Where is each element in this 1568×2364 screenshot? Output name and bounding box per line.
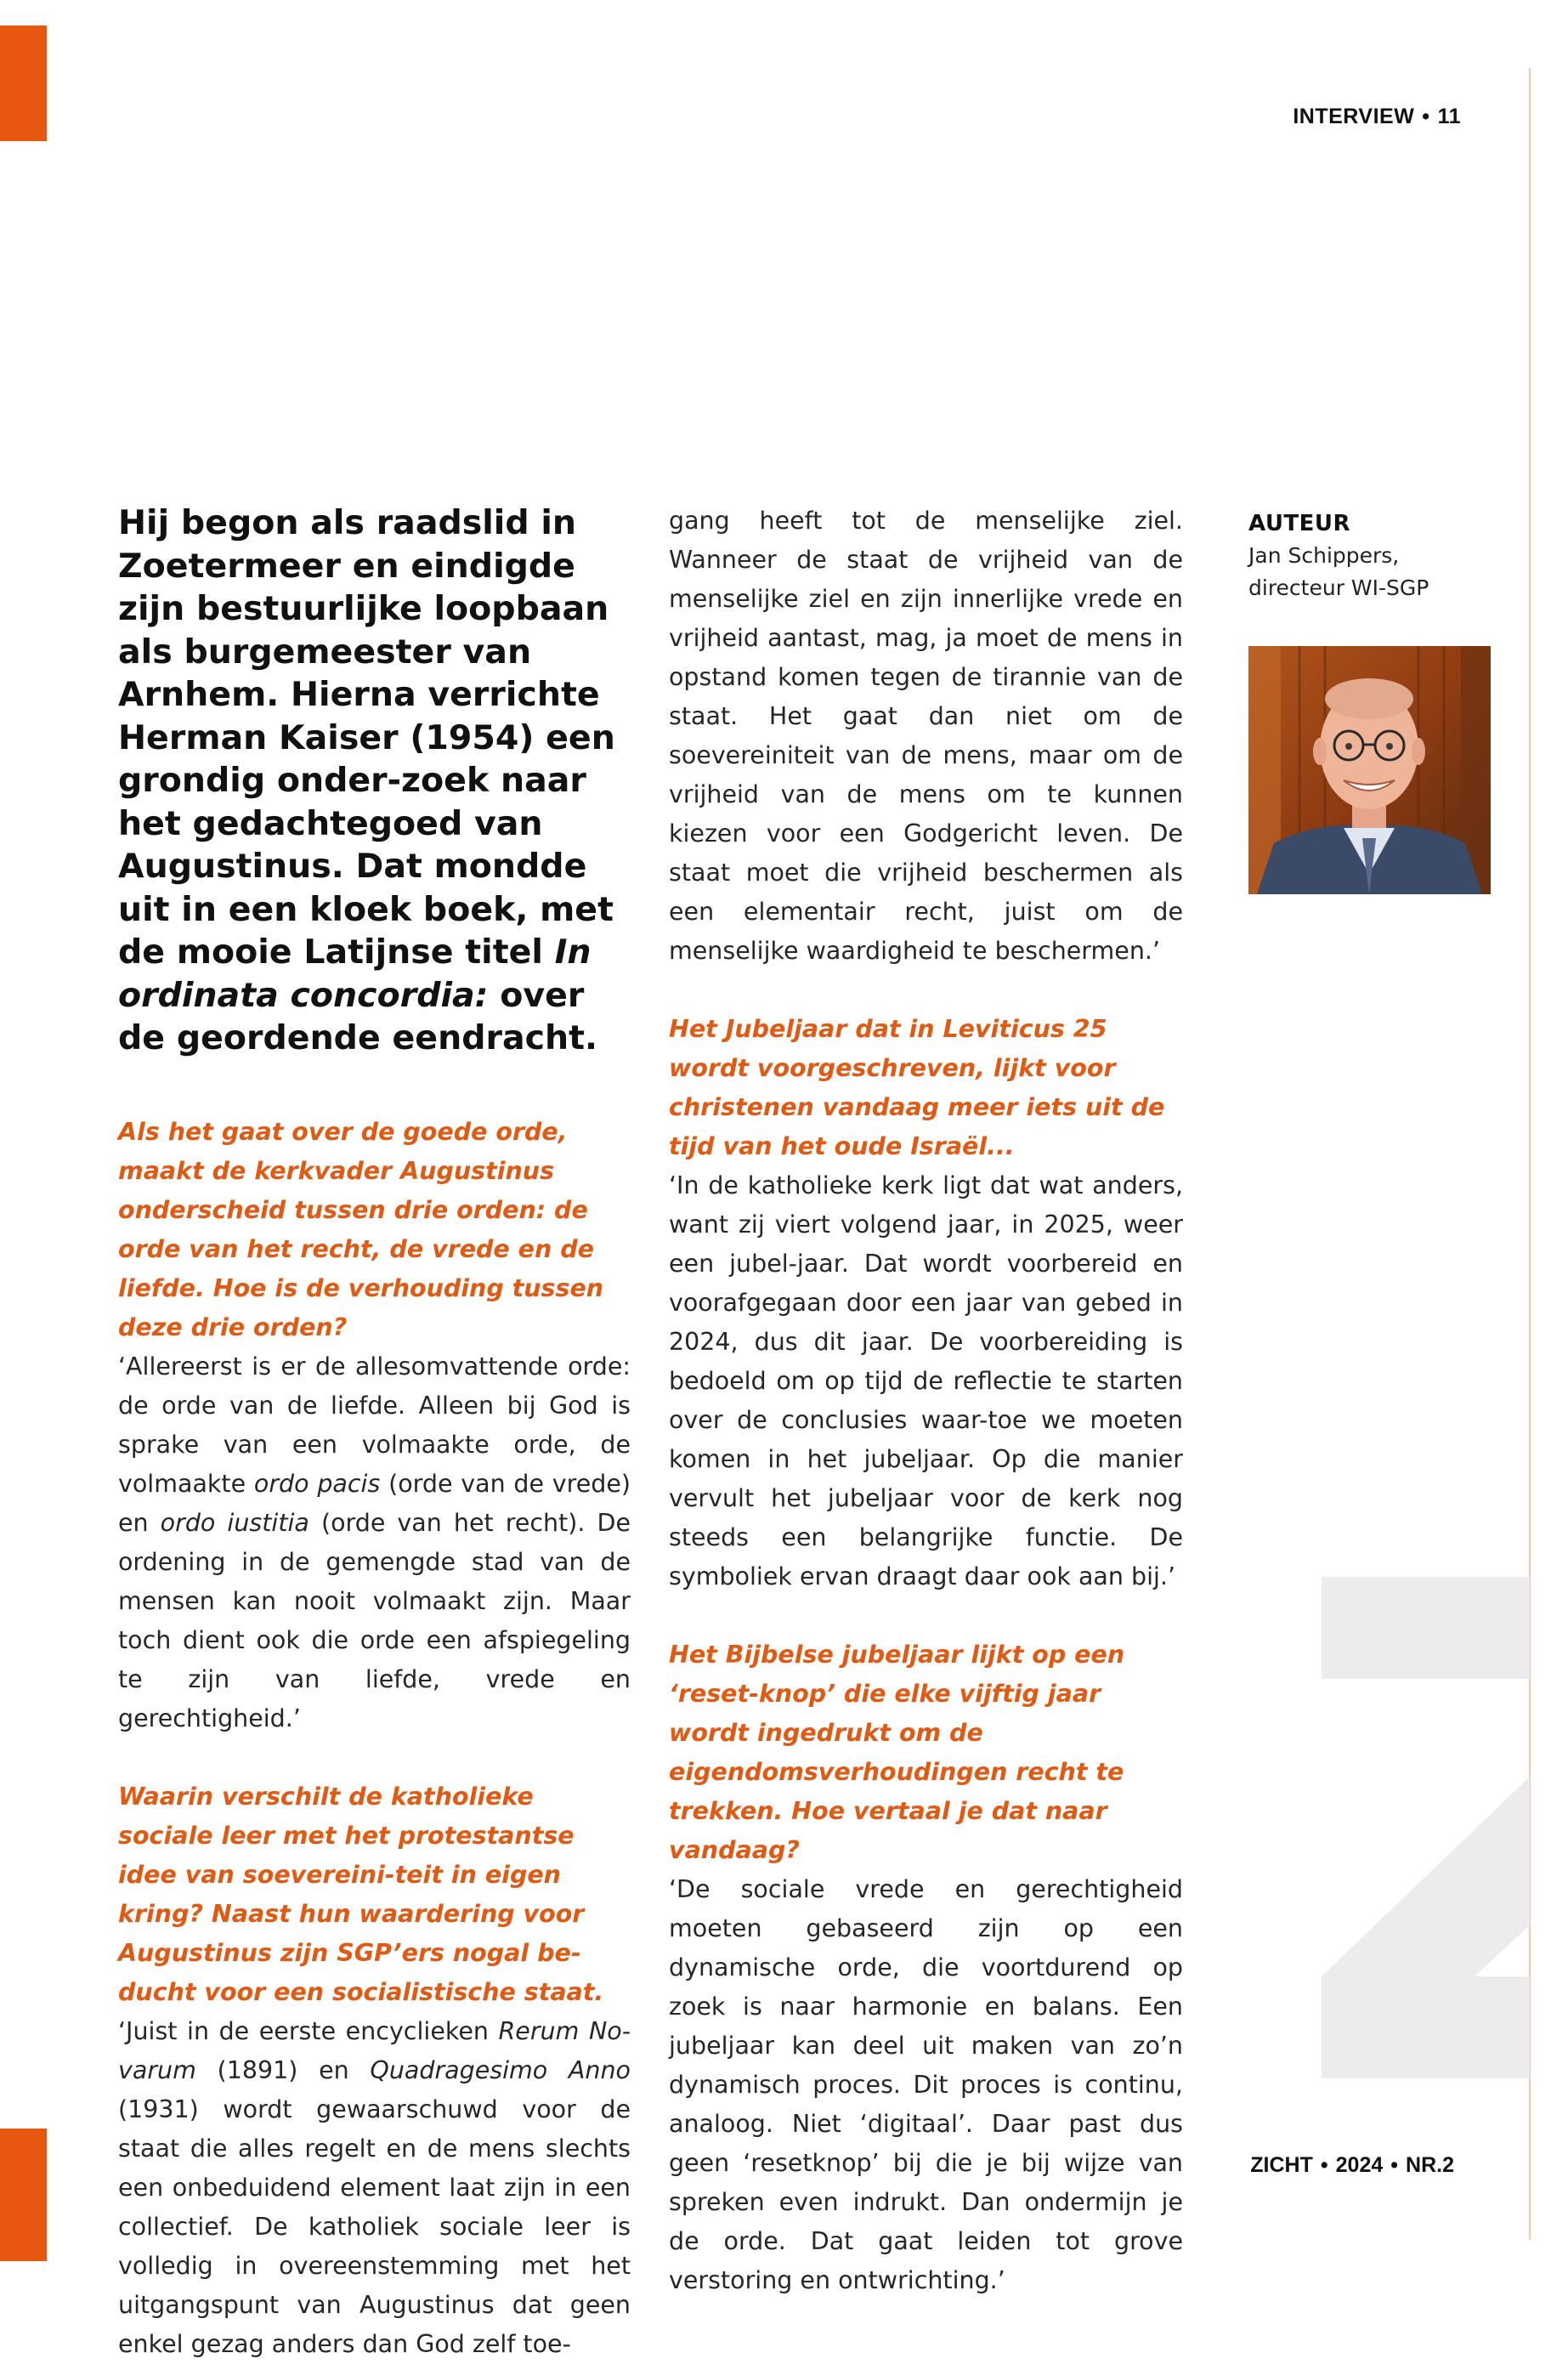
question-3: Het Jubeljaar dat in Leviticus 25 wordt voorgeschreven, lijkt voor christenen vandaag meer iets uit de tijd van het oude Israël...: [669, 1015, 1165, 1160]
answer-text: (1931) wordt gewaarschuwd voor de staat die alles regelt en de mens slechts een onbeduidend element laat zijn in een collectief. De katholiek sociale leer is volledig in overeenstemming met het uitgangspunt van Augustinus dat geen enkel gezag anders dan God zelf toe-: [118, 2095, 631, 2358]
answer-2-continued: gang heeft tot de menselijke ziel. Wanneer de staat de vrijheid van de menselijke ziel en zijn innerlijke vrede en vrijheid aantast, mag, ja moet de mens in opstand komen tegen de tirannie van de staat. Het gaat dan niet om de soevereiniteit van de mens, maar om de vrijheid van de mens om te kunnen kiezen voor een Godgericht leven. De staat moet die vrijheid beschermen als een elementair recht, juist om de menselijke waardigheid te beschermen.’: [669, 507, 1183, 965]
answer-4: ‘De sociale vrede en gerechtigheid moeten gebaseerd zijn op een dynamische orde, die voortdurend op zoek is naar harmonie en balans. Een jubeljaar kan deel uit maken van zo’n dynamisch proces. Dit proces is continu, analoog. Niet ‘digitaal’. Daar past dus geen ‘resetknop’ bij die je bij wijze van spreken even indrukt. Dan ondermijn je de orde. Dat gaat leiden tot grove verstoring en ontwrichting.’: [669, 1875, 1183, 2294]
answer-italic: ordo iustitia: [160, 1508, 309, 1537]
answer-text: (orde van de vrede) en: [118, 1469, 631, 1537]
answer-text: ‘Allereerst is er de allesomvattende orde: de orde van de liefde. Alleen bij God is sprake van een volmaakte orde, de volmaakte: [118, 1352, 631, 1498]
watermark-shape: [1322, 1577, 1530, 2078]
answer-text: ‘Juist in de eerste encyclieken: [118, 2016, 499, 2045]
author-portrait-icon: [1248, 646, 1491, 894]
page-footer: [1250, 2153, 1454, 2178]
answer-3: ‘In de katholieke kerk ligt dat wat anders, want zij viert volgend jaar, in 2025, weer een jubel-jaar. Dat wordt voorbereid en voorafgegaan door een jaar van gebed in 2024, dus dit jaar. De voorbereiding is bedoeld om op tijd de reflectie te starten over de conclusies waar-toe we moeten komen in het jubeljaar. Op die manier vervult het jubeljaar voor de kerk nog steeds een belangrijke functie. De symboliek ervan draagt daar ook aan bij.’: [669, 1171, 1183, 1590]
lead-title-italic: In ordinata concordia:: [118, 933, 592, 1015]
answer-italic: ordo pacis: [253, 1469, 381, 1498]
answer-text: (1891) en: [195, 2055, 371, 2084]
issue-number: NR.2: [1406, 2153, 1454, 2177]
magazine-name: ZICHT: [1250, 2153, 1313, 2177]
lead-text: Hij begon als raadslid in Zoetermeer en eindigde zijn bestuurlijke loopbaan als burgemeester van Arnhem. Hierna verrichte Herman Kaiser (1954) een grondig onder-zoek naar het gedachtegoed van Augustinus. Dat mondde uit in een kloek boek, met de mooie Latijnse titel: [118, 503, 615, 972]
question-4: Het Bijbelse jubeljaar lijkt op een ‘reset-knop’ die elke vijftig jaar wordt ingedrukt om de eigendomsverhoudingen recht te trekken. Hoe vertaal je dat naar vandaag?: [669, 1641, 1125, 1864]
accent-bar-top: [0, 26, 47, 141]
page-number: 11: [1437, 105, 1461, 128]
author-name: Jan Schippers,: [1248, 543, 1400, 568]
lead-paragraph: [118, 502, 631, 1060]
question-2: Waarin verschilt de katholieke sociale leer met het protestantse idee van soevereini-teit in eigen kring? Naast hun waardering voor Augustinus zijn SGP’ers nogal be-ducht voor een socialistische staat.: [118, 1782, 604, 2006]
answer-text: (orde van het recht). De ordening in de gemengde stad van de mensen kan nooit volmaakt zijn. Maar toch dient ook die orde een afspiegeling te zijn van liefde, vrede en gerechtigheid.’: [118, 1508, 631, 1732]
answer-italic: Rerum No-varum: [118, 2016, 631, 2084]
separator-dot: •: [1390, 2153, 1399, 2177]
author-box: [1248, 507, 1503, 604]
page-header: [1293, 105, 1461, 129]
separator-dot: •: [1320, 2153, 1328, 2177]
accent-bar-bottom: [0, 2129, 47, 2261]
section-label: INTERVIEW: [1293, 105, 1415, 128]
author-label: AUTEUR: [1248, 511, 1351, 536]
author-role: directeur WI-SGP: [1248, 575, 1429, 600]
issue-year: 2024: [1335, 2153, 1384, 2177]
separator-dot: •: [1422, 105, 1430, 128]
answer-2: [118, 2012, 631, 2364]
lead-text-end: over de geordende eendracht.: [118, 975, 598, 1057]
answer-1: [118, 1347, 631, 1738]
answer-italic: Quadragesimo Anno: [370, 2055, 631, 2084]
question-1: Als het gaat over de goede orde, maakt de kerkvader Augustinus onderscheid tussen drie orden: de orde van het recht, de vrede en de liefde. Hoe is de verhouding tussen deze drie orden?: [118, 1117, 604, 1341]
column-left: [118, 502, 631, 2364]
column-middle: [669, 502, 1183, 2339]
